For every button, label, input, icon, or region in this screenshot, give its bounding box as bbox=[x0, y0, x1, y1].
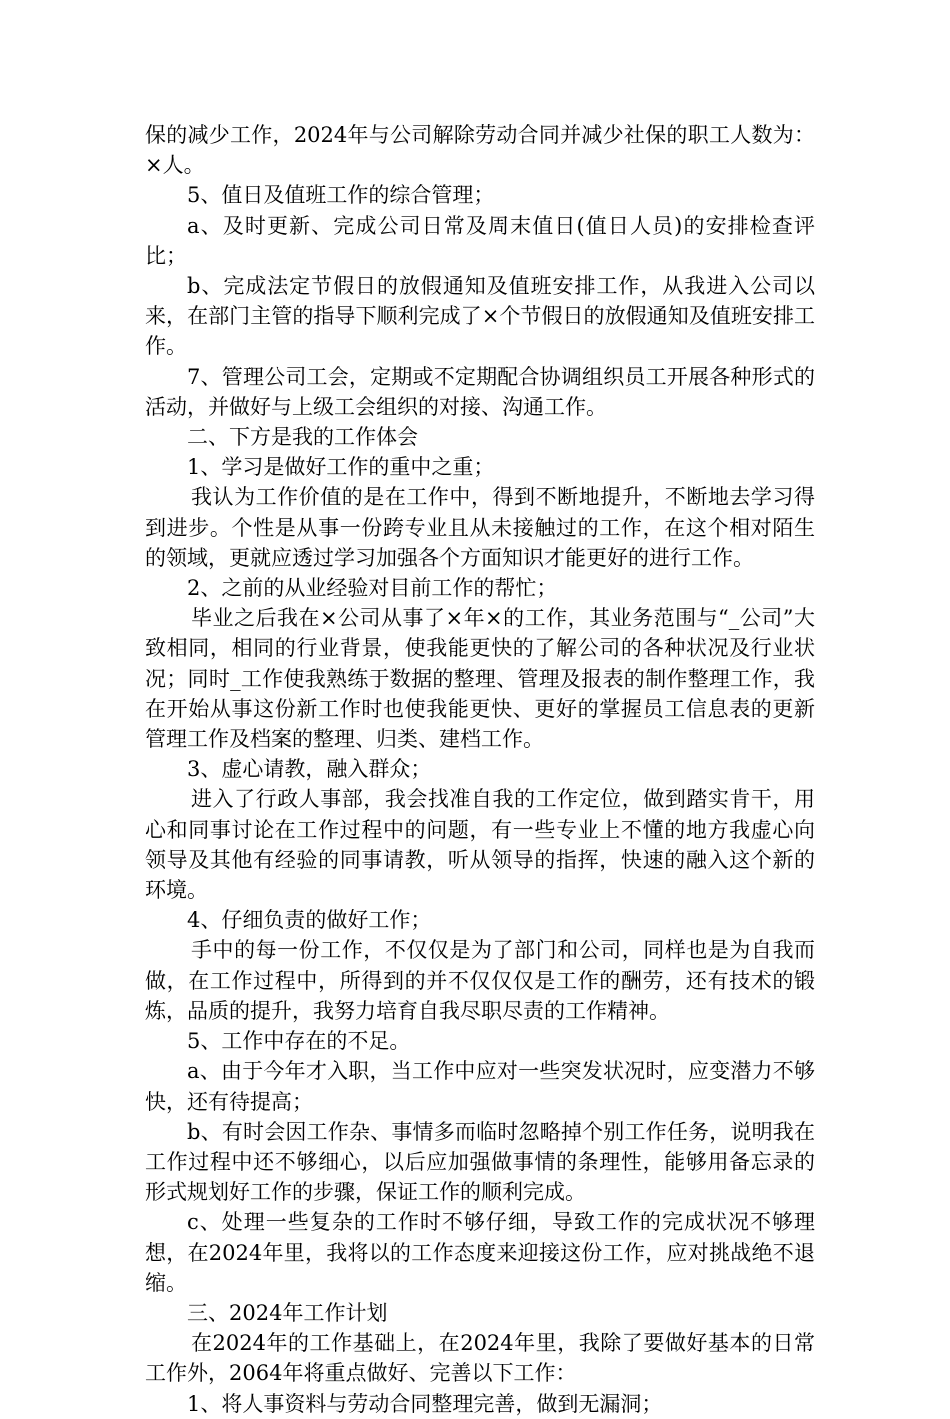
paragraph-16: a、由于今年才入职，当工作中应对一些突发状况时，应变潜力不够快，还有待提高； bbox=[145, 1059, 815, 1114]
paragraph-5: 7、管理公司工会，定期或不定期配合协调组织员工开展各种形式的活动，并做好与上级工会组织的对接、沟通工作。 bbox=[145, 364, 815, 419]
paragraph-14: 手中的每一份工作，不仅仅是为了部门和公司，同样也是为自我而做，在工作过程中，所得到的并不仅仅仅是工作的酬劳，还有技术的锻炼，品质的提升，我努力培育自我尽职尽责的工作精神。 bbox=[145, 938, 815, 1023]
paragraph-1: 保的减少工作，2024年与公司解除劳动合同并减少社保的职工人数为：×人。 bbox=[145, 123, 815, 178]
paragraph-17: b、有时会因工作杂、事情多而临时忽略掉个别工作任务，说明我在工作过程中还不够细心，以后应加强做事情的条理性，能够用备忘录的形式规划好工作的步骤，保证工作的顺利完成。 bbox=[145, 1119, 815, 1205]
paragraph-7: 1、学习是做好工作的重中之重； bbox=[187, 455, 495, 480]
paragraph-20: 在2024年的工作基础上，在2024年里，我除了要做好基本的日常工作外，2064年将重点做好、完善以下工作： bbox=[145, 1331, 815, 1386]
paragraph-2: 5、值日及值班工作的综合管理； bbox=[187, 183, 495, 208]
paragraph-15: 5、工作中存在的不足。 bbox=[187, 1029, 411, 1054]
document-body bbox=[145, 120, 815, 1419]
paragraph-11: 3、虚心请教，融入群众； bbox=[187, 757, 432, 782]
paragraph-3: a、及时更新、完成公司日常及周末值日(值日人员)的安排检查评比； bbox=[145, 213, 815, 268]
paragraph-12: 进入了行政人事部，我会找准自我的工作定位，做到踏实肯干，用心和同事讨论在工作过程中的问题，有一些专业上不懂的地方我虚心向领导及其他有经验的同事请教，听从领导的指挥，快速的融入这个新的环境。 bbox=[145, 787, 815, 903]
section-heading-2: 二、下方是我的工作体会 bbox=[187, 425, 418, 450]
paragraph-8: 我认为工作价值的是在工作中，得到不断地提升，不断地去学习得到进步。个性是从事一份跨专业且从未接触过的工作，在这个相对陌生的领域，更就应透过学习加强各个方面知识才能更好的进行工作。 bbox=[145, 485, 815, 570]
section-heading-3: 三、2024年工作计划 bbox=[187, 1300, 388, 1325]
paragraph-4: b、完成法定节假日的放假通知及值班安排工作，从我进入公司以来，在部门主管的指导下顺利完成了×个节假日的放假通知及值班安排工作。 bbox=[145, 274, 815, 359]
paragraph-10: 毕业之后我在×公司从事了×年×的工作，其业务范围与“_公司”大致相同，相同的行业背景，使我能更快的了解公司的各种状况及行业状况；同时_工作使我熟练于数据的整理、管理及报表的制作整理工作，我在开始从事这份新工作时也使我能更快、更好的掌握员工信息表的更新管理工作及档案的整理、归类、建档工作。 bbox=[145, 606, 815, 752]
paragraph-9: 2、之前的从业经验对目前工作的帮忙； bbox=[187, 576, 558, 601]
paragraph-13: 4、仔细负责的做好工作； bbox=[187, 908, 432, 933]
paragraph-21: 1、将人事资料与劳动合同整理完善，做到无漏洞； bbox=[187, 1391, 663, 1416]
paragraph-18: c、处理一些复杂的工作时不够仔细，导致工作的完成状况不够理想，在2024年里，我将以的工作态度来迎接这份工作，应对挑战绝不退缩。 bbox=[145, 1210, 815, 1295]
